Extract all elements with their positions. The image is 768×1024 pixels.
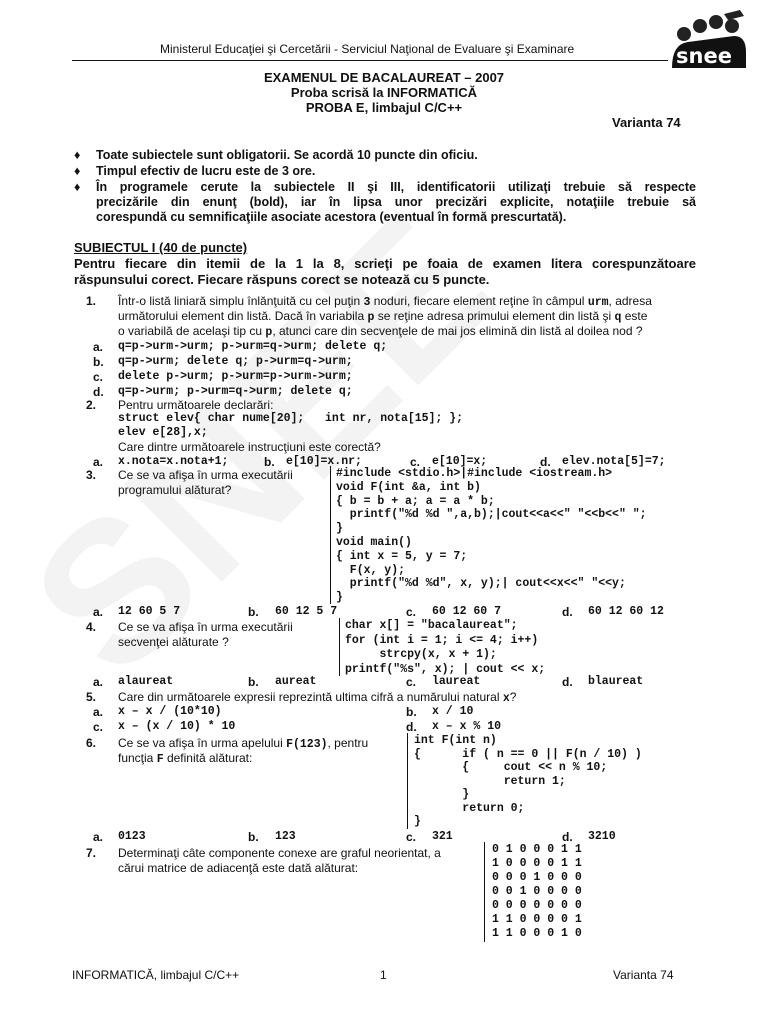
- option-letter: d.: [562, 675, 573, 689]
- code-line: int F(int n): [414, 734, 497, 747]
- code-line: printf("%d %d ",a,b);|cout<<a<<" "<<b<<" ";: [336, 508, 647, 522]
- code-line: char x[] = "bacalaureat";: [345, 619, 518, 632]
- option-text: e[10]=x.nr;: [286, 455, 362, 468]
- bullet-text: În programele cerute la subiectele II şi III, identificatorii utilizaţi trebuie să respecte: [96, 180, 696, 194]
- option-letter: c.: [406, 605, 417, 619]
- option-text: aureat: [275, 675, 317, 688]
- text: , adresa: [608, 294, 652, 308]
- bullet-text: Timpul efectiv de lucru este de 3 ore.: [96, 164, 316, 178]
- code-inline: q: [614, 311, 622, 324]
- text: noduri, fiecare element reţine în câmpul: [370, 294, 588, 308]
- matrix-row: 1 1 0 0 0 1 0: [492, 927, 582, 940]
- option-text: 0123: [118, 830, 146, 843]
- code-line: { if ( n == 0 || F(n / 10) ): [414, 747, 642, 761]
- option-text: 321: [432, 830, 453, 843]
- option-letter: c.: [406, 675, 417, 689]
- exam-subtitle: Proba scrisă la INFORMATICĂ: [290, 85, 478, 100]
- option-text: delete p->urm; p->urm=p->urm->urm;: [118, 370, 353, 383]
- code-line: void main(): [336, 536, 412, 549]
- option-letter: c.: [93, 370, 104, 384]
- code-line: { cout << n % 10;: [414, 761, 608, 774]
- option-text: alaureat: [118, 675, 174, 688]
- option-text: 60 12 60 7: [432, 605, 502, 618]
- option-letter: b.: [93, 355, 104, 369]
- option-text: e[10]=x;: [432, 455, 488, 468]
- text: se reţine adresa primului element din listă şi: [374, 309, 615, 323]
- option-letter: b.: [406, 705, 417, 719]
- bullet-marker: ♦: [74, 148, 81, 162]
- question-text: cărui matrice de adiacenţă este dată alăturat:: [118, 861, 359, 875]
- option-letter: a.: [93, 675, 104, 689]
- question-text: [118, 736, 368, 751]
- code-inline: x: [502, 692, 510, 705]
- code-line: printf("%s", x); | cout << x;: [345, 662, 546, 676]
- option-text: x – (x / 10) * 10: [118, 720, 236, 733]
- option-letter: b.: [248, 830, 259, 844]
- question-text: Determinaţi câte componente conexe are graful neorientat, a: [118, 846, 441, 860]
- page-number: 1: [380, 968, 387, 982]
- option-text: x.nota=x.nota+1;: [118, 455, 229, 468]
- code-line: { b = b + a; a = a * b;: [336, 494, 495, 508]
- code-line: for (int i = 1; i <= 4; i++): [345, 633, 539, 647]
- option-letter: b.: [248, 675, 259, 689]
- code-line: F(x, y);: [336, 563, 406, 577]
- text: definită alăturat:: [163, 751, 253, 765]
- option-letter: d.: [406, 720, 417, 734]
- code-inline: p: [265, 326, 273, 339]
- question-text: [118, 309, 647, 324]
- snee-logo: [668, 8, 748, 70]
- option-text: x – x % 10: [432, 720, 502, 733]
- option-letter: a.: [93, 340, 104, 354]
- question-number: 2.: [86, 398, 97, 412]
- bullet-text: Toate subiectele sunt obligatorii. Se acordă 10 puncte din oficiu.: [96, 148, 478, 162]
- option-letter: d.: [562, 605, 573, 619]
- option-letter: a.: [93, 830, 104, 844]
- matrix-row: 0 0 0 1 0 0 0: [492, 871, 582, 884]
- option-text: q=p->urm; delete q; p->urm=q->urm;: [118, 355, 353, 368]
- option-text: q=p->urm->urm; p->urm=q->urm; delete q;: [118, 340, 388, 353]
- option-letter: c.: [410, 455, 421, 469]
- option-text: 60 12 5 7: [275, 605, 338, 618]
- footer-variant: Varianta 74: [613, 968, 674, 982]
- code-line: }: [336, 522, 343, 536]
- option-text: elev.nota[5]=7;: [562, 455, 666, 468]
- question-text: Ce se va afişa în urma executării: [118, 468, 293, 482]
- option-letter: d.: [93, 385, 104, 399]
- code-line: struct elev{ char nume[20]; int nr, nota[15]; };: [118, 412, 464, 425]
- code-inline: 3: [363, 296, 371, 309]
- code-border: [330, 466, 331, 604]
- matrix-row: 0 1 0 0 0 1 1: [492, 843, 582, 856]
- code-line: #include <stdio.h>|#include <iostream.h>: [336, 467, 613, 480]
- code-line: }: [414, 815, 421, 828]
- bullet-marker: ♦: [74, 164, 81, 178]
- subject-title: SUBIECTUL I (40 de puncte): [74, 240, 248, 255]
- matrix-row: 0 0 0 0 0 0 0: [492, 899, 582, 912]
- code-line: elev e[28],x;: [118, 426, 208, 439]
- code-inline: F: [156, 753, 164, 766]
- subject-instructions: Pentru fiecare din itemii de la 1 la 8, scrieţi pe foaia de examen litera corespunzătoare: [74, 256, 696, 271]
- code-line: printf("%d %d", x, y);| cout<<x<<" "<<y;: [336, 577, 626, 591]
- option-letter: d.: [540, 455, 551, 469]
- option-text: q=p->urm; p->urm=q->urm; delete q;: [118, 385, 353, 398]
- text: Care din următoarele expresii reprezintă ultima cifră a numărului natural: [118, 690, 503, 704]
- question-text: secvenţei alăturate ?: [118, 635, 229, 649]
- option-text: 12 60 5 7: [118, 605, 181, 618]
- option-text: 3210: [588, 830, 616, 843]
- code-border: [339, 618, 340, 676]
- question-number: 5.: [86, 690, 97, 704]
- text: o variabilă de acelaşi tip cu: [118, 324, 266, 338]
- question-number: 7.: [86, 846, 97, 860]
- option-letter: c.: [93, 720, 104, 734]
- option-letter: b.: [248, 605, 259, 619]
- code-line: return 0;: [414, 801, 525, 815]
- code-line: strcpy(x, x + 1);: [345, 648, 497, 661]
- code-line: return 1;: [414, 774, 566, 788]
- code-inline: urm: [587, 296, 609, 309]
- question-text: programului alăturat?: [118, 483, 232, 497]
- code-line: }: [336, 591, 343, 605]
- question-text: Pentru următoarele declarări:: [118, 398, 274, 412]
- bullet-text: precizările din enunţ (bold), iar în lipsa unor precizări explicite, notaţiile trebuie să: [96, 195, 696, 209]
- variant-label: Varianta 74: [612, 115, 681, 130]
- text: următorului element din listă. Dacă în variabila: [118, 309, 368, 323]
- header-rule: [72, 60, 668, 61]
- question-text: Care dintre următoarele instrucţiuni este corectă?: [118, 440, 381, 454]
- question-text: Ce se va afişa în urma executării: [118, 620, 293, 634]
- option-text: laureat: [432, 675, 481, 688]
- question-text: [118, 751, 252, 766]
- footer-subject: INFORMATICĂ, limbajul C/C++: [72, 968, 240, 982]
- code-inline: p: [367, 311, 375, 324]
- question-text: [118, 690, 516, 705]
- code-border: [407, 733, 408, 829]
- snee-logo-text: snee: [676, 44, 732, 68]
- question-number: 6.: [86, 736, 97, 750]
- exam-title: EXAMENUL DE BACALAUREAT – 2007: [263, 70, 505, 85]
- option-letter: a.: [93, 455, 104, 469]
- question-number: 4.: [86, 620, 97, 634]
- option-letter: a.: [93, 705, 104, 719]
- question-number: 3.: [86, 468, 97, 482]
- option-letter: a.: [93, 605, 104, 619]
- option-text: blaureat: [588, 675, 644, 688]
- code-line: { int x = 5, y = 7;: [336, 549, 468, 563]
- code-line: }: [414, 788, 470, 801]
- text: funcţia: [118, 751, 157, 765]
- question-number: 1.: [86, 294, 97, 308]
- option-text: x / 10: [432, 705, 474, 718]
- bullet-text: corespundă cu semnificaţiile asociate acestora (eventual în formă prescurtată).: [96, 210, 567, 224]
- code-inline: F(123): [286, 738, 328, 751]
- text: ?: [509, 690, 517, 704]
- text: , pentru: [327, 736, 369, 750]
- question-text: [118, 324, 643, 339]
- exam-language: PROBA E, limbajul C/C++: [305, 100, 463, 115]
- option-letter: d.: [562, 830, 573, 844]
- matrix-border: [484, 842, 485, 942]
- option-text: 123: [275, 830, 296, 843]
- option-text: x – x / (10*10): [118, 705, 222, 718]
- matrix-row: 1 0 0 0 0 1 1: [492, 857, 582, 870]
- option-text: 60 12 60 12: [588, 605, 664, 618]
- bullet-marker: ♦: [74, 180, 81, 194]
- option-letter: b.: [264, 455, 275, 469]
- code-line: void F(int &a, int b): [336, 480, 481, 494]
- option-letter: c.: [406, 830, 417, 844]
- matrix-row: 0 0 1 0 0 0 0: [492, 885, 582, 898]
- subject-instructions: răspunsului corect. Fiecare răspuns corect se notează cu 5 puncte.: [74, 272, 490, 287]
- text: Ce se va afişa în urma apelului: [118, 736, 287, 750]
- text: , atunci care din secvenţele de mai jos elimină din listă al doilea nod ?: [272, 324, 643, 338]
- question-text: [118, 294, 652, 309]
- ministry-header: Ministerul Educaţiei şi Cercetării - Serviciul Naţional de Evaluare şi Examinare: [160, 42, 575, 56]
- matrix-row: 1 1 0 0 0 0 1: [492, 913, 582, 926]
- text: este: [621, 309, 648, 323]
- text: Într-o listă liniară simplu înlănţuită cu cel puţin: [118, 294, 364, 308]
